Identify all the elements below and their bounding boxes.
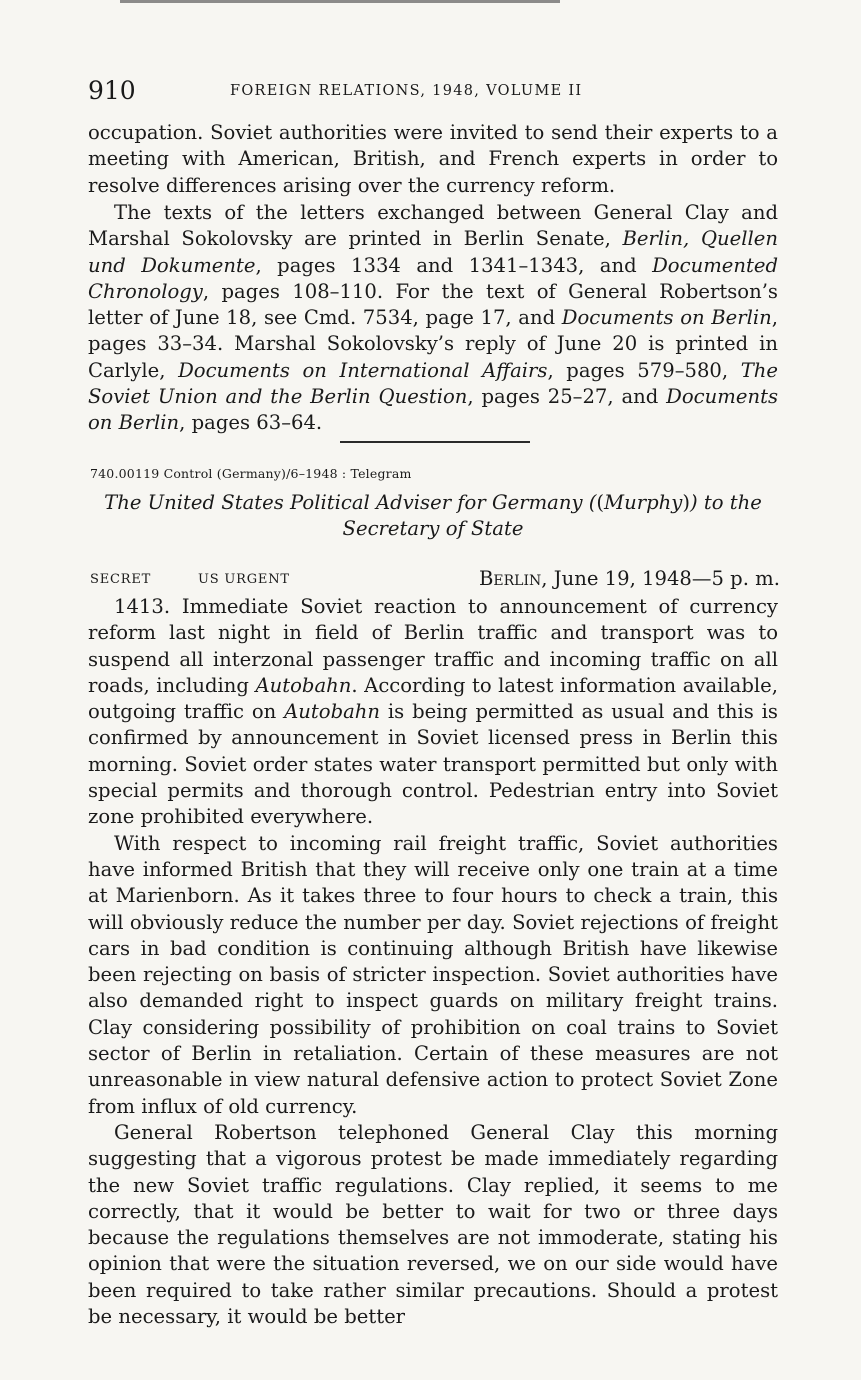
telegram-body [88,594,778,1330]
file-reference: 740.00119 Control (Germany)/6–1948 : Telegram [90,466,412,481]
running-head: FOREIGN RELATIONS, 1948, VOLUME II [230,83,583,99]
document-title: The United States Political Adviser for Germany ((Murphy)) to the Secretary of State [104,491,762,540]
note-paragraph-1 [88,120,778,199]
page-header [88,72,788,108]
telegram-paragraph: General Robertson telephoned General Clay this morning suggesting that a vigorous protest be made immediately regarding the new Soviet traffic regulations. Clay replied, it seems to me correctly, that it would be better to wait for two or three days because the regulations themselves are not immoderate, stating his opinion that were the situation reversed, we on our side would have been required to take rather similar precautions. Should a protest be necessary, it would be better [88,1120,778,1329]
classification-label: SECRET [90,572,152,587]
note-paragraph-2-text: The texts of the letters exchanged between General Clay and Marshal Sokolovsky are printed in Berlin Senate, Berlin, Quellen und Dokumente, pages 1334 and 1341–1343, and Documented Chronology, pages 108–110. For the text of General Robertson’s letter of June 18, see Cmd. 7534, page 17, and Documents on Berlin, pages 33–34. Marshal Sokolovsky’s reply of June 20 is printed in Carlyle, Documents on International Affairs, pages 579–580, The Soviet Union and the Berlin Question, pages 25–27, and Documents on Berlin, pages 63–64. [88,201,778,435]
date: , June 19, 1948—5 p. m. [541,567,780,590]
place-and-date [479,567,780,590]
scan-edge-mark [120,0,560,3]
page-number: 910 [88,76,136,105]
place: Berlin [479,567,542,590]
section-divider [340,441,530,443]
dateline [90,567,780,593]
telegram-paragraph: 1413. Immediate Soviet reaction to announcement of currency reform last night in field of Berlin traffic and transport was to suspend all interzonal passenger traffic and incoming traffic on all roads, including Autobahn. According to latest information available, outgoing traffic on Autobahn is being permitted as usual and this is confirmed by announcement in Soviet licensed press in Berlin this morning. Soviet order states water transport permitted but only with special permits and thorough control. Pedestrian entry into Soviet zone prohibited everywhere. [88,595,778,829]
priority-label: US URGENT [198,572,290,587]
note-paragraph-2 [88,200,778,437]
note-paragraph-1-text: occupation. Soviet authorities were invited to send their experts to a meeting with American, British, and French experts in order to resolve differences arising over the currency reform. [88,121,778,197]
telegram-paragraph: With respect to incoming rail freight traffic, Soviet authorities have informed British that they will receive only one train at a time at Marienborn. As it takes three to four hours to check a train, this will obviously reduce the number per day. Soviet rejections of freight cars in bad condition is continuing although British have likewise been rejecting on basis of stricter inspection. Soviet authorities have also demanded right to inspect guards on military freight trains. Clay considering possibility of prohibition on coal trains to Soviet sector of Berlin in retaliation. Certain of these measures are not unreasonable in view natural defensive action to protect Soviet Zone from influx of old currency. [88,831,778,1118]
